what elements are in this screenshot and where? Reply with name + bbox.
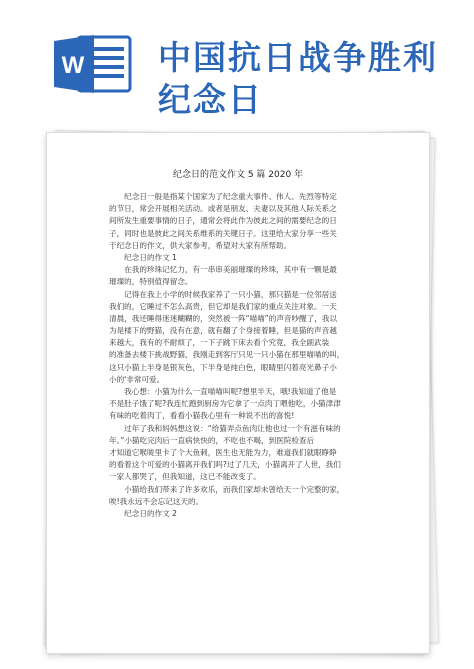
document-line: 纪念日的作文 2 xyxy=(109,508,177,518)
document-body xyxy=(109,191,379,520)
document-line: 年。”小猫吃完肉后一直病快快的，不吃也不喝，到医院检查后 xyxy=(109,435,315,445)
logo-letter: W xyxy=(61,52,85,79)
page-title-line-1: 中国抗日战争胜利 xyxy=(158,38,438,77)
document-line: 璀璨的，特别值得留念。 xyxy=(109,277,193,287)
document-line: 子，同时也是彼此之间关系维系的关键日子。这里给大家分享一些关 xyxy=(109,228,337,238)
document-line: 小猫给我们带来了许多欢乐，而我们家却未曾给天一个完整的家， xyxy=(109,484,345,494)
document-line: 我心想：小猫为什么一直喵喵叫呢?想里半天，哦!我知道了他是 xyxy=(109,387,337,396)
header-banner xyxy=(0,0,474,119)
document-line: 有味的吃着肉丁，看看小猫我心里有一种说不出的喜悦! xyxy=(109,411,295,421)
document-line: 纪念日一般是指某个国家为了纪念重大事件、伟人、先烈等特定 xyxy=(109,192,337,201)
document-line: 间所发生重要事情的日子，通常会将此作为彼此之间的需要纪念的日 xyxy=(109,216,337,226)
document-line: 的准备去楼下挑战野猫，我刚走到客厅只见一只小猫在那里喵喵的叫， xyxy=(109,350,345,360)
document-line: 于纪念日的作文，供大家参考，希望对大家有所帮助。 xyxy=(109,240,292,250)
page-title-line-2: 纪念日 xyxy=(158,80,263,119)
document-line: 来越大，我有的不耐烦了，一下子跳下床去看个究竟，我全副武装 xyxy=(109,338,330,348)
document-line: 唉!我永远不会忘记这天的。 xyxy=(109,496,204,506)
document-line: 清晨，我还睡得迷迷糊糊的，突然被一阵“喵喵”的声音吵醒了，我以 xyxy=(109,313,338,323)
document-line: 不是肚子饿了呢?我连忙跑到厨房为它拿了一点肉丁喂他吃，小猫津津 xyxy=(109,399,341,409)
document-line: 才知道它喉咙里卡了个大鱼刺，医生也无能为力，难道我们就眼睁睁 xyxy=(109,447,337,457)
document-line: 小的'非常可爱。 xyxy=(109,374,165,384)
document-line: 过年了我和妈妈想这说：“给猫弄点鱼肉让他也过一个有滋有味的 xyxy=(109,423,341,433)
document-line: 记得在我上小学的时候我家养了一只小猫，那只猫是一位邻居送 xyxy=(109,289,337,299)
document-line: 为是楼下的野猫，没有在意，就有翻了个身接着睡，但是猫的声音越 xyxy=(109,326,337,336)
document-line: 在我的珍珠记忆力，有一串串美丽璀璨的珍珠，其中有一颗是最 xyxy=(109,265,337,275)
document-line: 这只小猫上半身是银灰色，下半身是纯白色，眼睛里闪着亮光鼻子小 xyxy=(109,362,337,372)
word-document-icon xyxy=(54,35,134,93)
document-page xyxy=(46,132,430,654)
document-line: 的看着这个可爱的小猫离开我们吗?过了几天，小猫离开了人世，我们 xyxy=(109,460,341,470)
document-line: 我们的，它睡过不怎么高贵，但它却是我们家的重点关注对象。一天 xyxy=(109,301,337,311)
document-line: 一家人都哭了，但我知道，这已不能改变了。 xyxy=(109,472,261,482)
document-line: 纪念日的作文 1 xyxy=(109,252,177,262)
document-title: 纪念日的范文作文 5 篇 2020 年 xyxy=(172,170,304,180)
document-line: 的节日，常会开展相关活动。或者是朋友、夫妻以及其他人际关系之 xyxy=(109,204,337,214)
